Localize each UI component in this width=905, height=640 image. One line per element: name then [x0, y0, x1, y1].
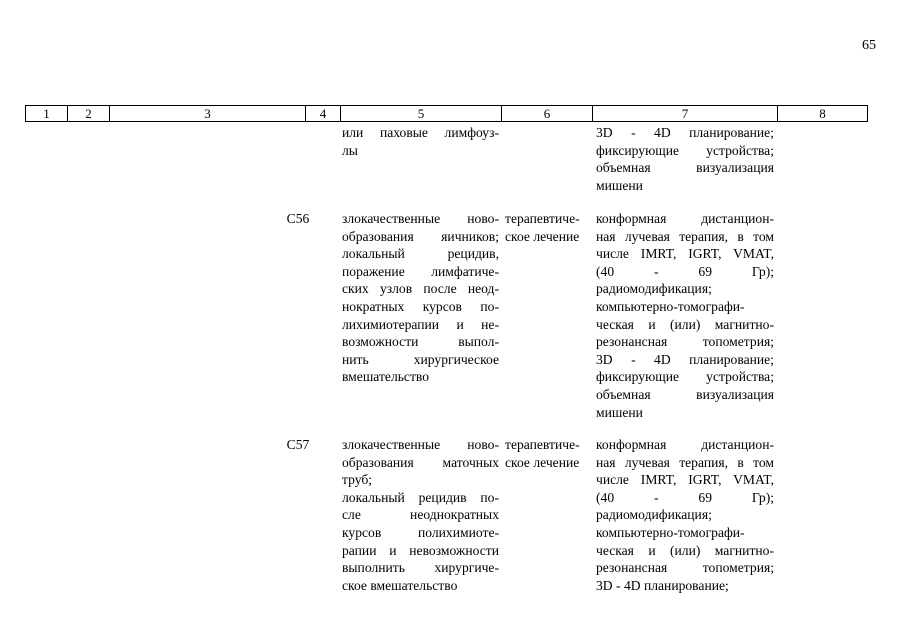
text-line: 3D - 4D планирование;	[596, 125, 774, 140]
text-line: радиомодификация;	[596, 507, 712, 523]
column-header-6: 6	[502, 106, 593, 121]
text-line: (40 - 69 Гр);	[596, 489, 774, 505]
row-1-method	[596, 210, 774, 421]
row-1-code: C56	[286, 211, 310, 226]
text-line: злокачественные ново-	[342, 211, 499, 226]
text-line: курсов полихимиоте-	[342, 524, 499, 540]
text-line: локальный рецидив по-	[342, 489, 499, 505]
row-0-method	[596, 124, 774, 194]
text-line: вмешательство	[342, 369, 430, 385]
column-header-5: 5	[341, 106, 502, 121]
column-header-7: 7	[593, 106, 778, 121]
column-header-1: 1	[26, 106, 68, 121]
text-line: ная лучевая терапия, в том	[596, 228, 774, 244]
column-header-3: 3	[110, 106, 306, 121]
page-number: 65	[862, 38, 876, 53]
text-line: ское вмешательство	[342, 577, 458, 593]
text-line: фиксирующие устройства;	[596, 369, 774, 385]
text-line: ная лучевая терапия, в том	[596, 454, 774, 470]
text-line: ческая и (или) магнитно-	[596, 542, 774, 558]
row-1-diagnosis	[342, 210, 499, 386]
row-2-treatment-type	[505, 436, 592, 471]
text-line: конформная дистанцион-	[596, 437, 774, 452]
text-line: сле неоднократных	[342, 507, 499, 523]
text-line: мишени	[596, 404, 643, 420]
text-line: 3D - 4D планирование;	[596, 351, 774, 367]
text-line: ских узлов после неод-	[342, 281, 499, 297]
text-line: локальный рецидив,	[342, 246, 499, 262]
text-line: злокачественные ново-	[342, 437, 499, 452]
text-line: образования маточных	[342, 454, 499, 470]
row-2-code: C57	[286, 437, 310, 452]
row-1-treatment-type	[505, 210, 592, 245]
text-line: ское лечение	[505, 454, 580, 470]
text-line: поражение лимфатиче-	[342, 263, 499, 279]
row-2-method	[596, 436, 774, 594]
text-line: объемная визуализация	[596, 160, 774, 176]
text-line: возможности выпол-	[342, 334, 499, 350]
text-line: числе IMRT, IGRT, VMAT,	[596, 472, 774, 488]
text-line: терапевтиче-	[505, 437, 580, 452]
text-line: конформная дистанцион-	[596, 211, 774, 226]
row-0-diagnosis	[342, 124, 499, 159]
text-line: (40 - 69 Гр);	[596, 263, 774, 279]
column-header-2: 2	[68, 106, 110, 121]
column-header-8: 8	[819, 106, 826, 121]
text-line: резонансная топометрия;	[596, 560, 774, 576]
text-line: ческая и (или) магнитно-	[596, 316, 774, 332]
text-line: образования яичников;	[342, 228, 499, 244]
text-line: рапии и невозможности	[342, 542, 499, 558]
text-line: нократных курсов по-	[342, 298, 499, 314]
text-line: резонансная топометрия;	[596, 334, 774, 350]
text-line: терапевтиче-	[505, 211, 580, 226]
text-line: ское лечение	[505, 228, 580, 244]
text-line: компьютерно-томографи-	[596, 298, 745, 314]
text-line: фиксирующие устройства;	[596, 142, 774, 158]
text-line: объемная визуализация	[596, 386, 774, 402]
text-line: лихимиотерапии и не-	[342, 316, 499, 332]
text-line: выполнить хирургиче-	[342, 560, 499, 576]
text-line: 3D - 4D планирование;	[596, 577, 729, 593]
text-line: лы	[342, 142, 358, 158]
text-line: или паховые лимфоуз-	[342, 125, 499, 140]
text-line: числе IMRT, IGRT, VMAT,	[596, 246, 774, 262]
table-header-row	[25, 105, 868, 122]
row-2-diagnosis	[342, 436, 499, 594]
text-line: радиомодификация;	[596, 281, 712, 297]
text-line: компьютерно-томографи-	[596, 524, 745, 540]
text-line: труб;	[342, 472, 373, 488]
column-header-4: 4	[306, 106, 341, 121]
text-line: нить хирургическое	[342, 351, 499, 367]
text-line: мишени	[596, 177, 643, 193]
